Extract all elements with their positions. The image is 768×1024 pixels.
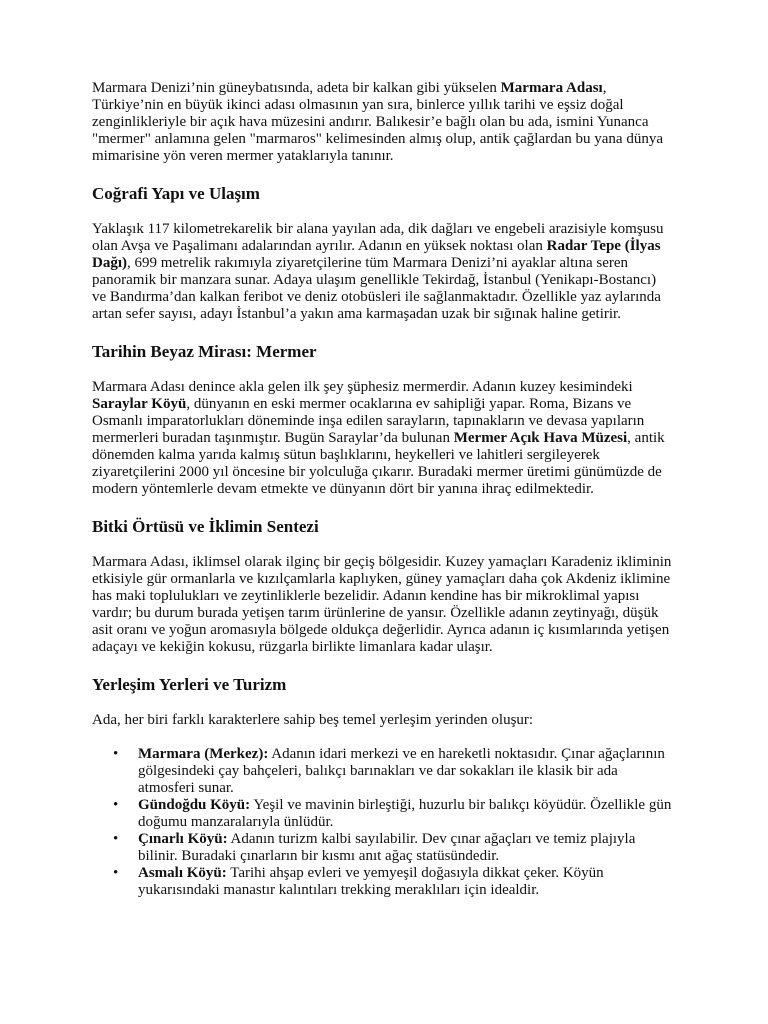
bullet-icon: • [113, 797, 119, 813]
list-item-cinarli [92, 831, 672, 865]
marble-paragraph [92, 379, 672, 498]
marble-text-3: , antik dönemden kalma yarıda kalmış sütun başlıklarını, heykelleri ve lahitleri sergileyerek ziyaretçilerini 2000 yıl öncesine bir yolculuğa çıkarır. Buradaki mermer üretimi günümüzde de modern yöntemlerle devam etmekte ve dünyanın dört bir yanına ihraç edilmektedir. [92, 430, 665, 497]
settlements-list [92, 746, 672, 899]
list-item-gundogdu [92, 797, 672, 831]
geography-text-1: Yaklaşık 117 kilometrekarelik bir alana yayılan ada, dik dağları ve engebeli arazisiyle komşusu olan Avşa ve Paşalimanı adalarından ayrılır. Adanın en yüksek noktası olan [92, 221, 664, 254]
vegetation-paragraph: Marmara Adası, iklimsel olarak ilginç bir geçiş bölgesidir. Kuzey yamaçları Karadeniz ikliminin etkisiyle gür ormanlarla ve kızılçamlarla kaplıyken, güney yamaçları daha çok Akdeniz iklimine has maki toplulukları ve zeytinliklerle bezelidir. Adanın kendine has bir mikroklimal yapısı vardır; bu durum burada yetişen tarım ürünlerine de yansır. Özellikle adanın zeytinyağı, düşük asit oranı ve yoğun aromasıyla bölgede oldukça değerlidir. Ayrıca adanın iç kısımlarında yetişen adaçayı ve kekiğin kokusu, rüzgarla birlikte limanlara kadar ulaşır. [92, 554, 672, 655]
bullet-icon: • [113, 746, 119, 762]
marble-bold-saraylar: Saraylar Köyü [92, 396, 187, 412]
list-item-text: Adanın idari merkezi ve en hareketli noktasıdır. Çınar ağaçlarının gölgesindeki çay bahçeleri, balıkçı barınakları ve dar sokakları ile klasik bir ada atmosferi sunar. [138, 746, 665, 796]
marble-bold-museum: Mermer Açık Hava Müzesi [453, 430, 628, 446]
intro-text-2: , Türkiye’nin en büyük ikinci adası olmasının yan sıra, binlerce yıllık tarihi ve eşsiz doğal zenginlikleriyle bir açık hava müzesini andırır. Balıkesir’e bağlı olan bu ada, ismini Yunanca "mermer" anlamına gelen "marmaros" kelimesinden almış olup, antik çağlardan bu yana dünya mimarisine yön veren mermer yataklarıyla tanınır. [92, 80, 663, 164]
list-item-title: Asmalı Köyü: [138, 865, 227, 881]
list-item-title: Marmara (Merkez): [138, 746, 269, 762]
marble-text-2: , dünyanın en eski mermer ocaklarına ev sahipliği yapar. Roma, Bizans ve Osmanlı imparatorlukları döneminde inşa edilen sarayların, tapınakların ve devasa yapıların mermerleri buradan taşınmıştır. Bugün Saraylar’da bulunan [92, 396, 645, 446]
list-item-title: Gündoğdu Köyü: [138, 797, 251, 813]
bullet-icon: • [113, 865, 119, 881]
heading-vegetation: Bitki Örtüsü ve İklimin Sentezi [92, 517, 319, 536]
intro-bold-island-name: Marmara Adası [500, 80, 603, 96]
heading-geography: Coğrafi Yapı ve Ulaşım [92, 184, 260, 203]
geography-bold-radar-tepe: Radar Tepe (İlyas Dağı) [92, 238, 661, 271]
intro-text-1: Marmara Denizi’nin güneybatısında, adeta bir kalkan gibi yükselen [92, 80, 501, 96]
list-item-text: Tarihi ahşap evleri ve yemyeşil doğasıyla dikkat çeker. Köyün yukarısındaki manastır kalıntıları trekking meraklıları için idealdir. [138, 865, 604, 898]
document-page [92, 80, 672, 899]
settlements-intro: Ada, her biri farklı karakterlere sahip beş temel yerleşim yerinden oluşur: [92, 712, 534, 728]
geography-text-2: , 699 metrelik rakımıyla ziyaretçilerine tüm Marmara Denizi’ni ayaklar altına seren panoramik bir manzara sunar. Adaya ulaşım genellikle Tekirdağ, İstanbul (Yenikapı-Bostancı) ve Bandırma’dan kalkan feribot ve deniz otobüsleri ile sağlanmaktadır. Özellikle yaz aylarında artan sefer sayısı, adayı İstanbul’a yakın ama karmaşadan uzak bir sığınak haline getirir. [92, 255, 661, 322]
heading-marble: Tarihin Beyaz Mirası: Mermer [92, 342, 317, 361]
intro-paragraph [92, 80, 672, 165]
marble-text-1: Marmara Adası denince akla gelen ilk şey şüphesiz mermerdir. Adanın kuzey kesimindeki [92, 379, 633, 395]
heading-settlements: Yerleşim Yerleri ve Turizm [92, 675, 287, 694]
geography-paragraph [92, 221, 672, 323]
list-item-text: Yeşil ve mavinin birleştiği, huzurlu bir balıkçı köyüdür. Özellikle gün doğumu manzaralarıyla ünlüdür. [138, 797, 672, 830]
list-item-title: Çınarlı Köyü: [138, 831, 228, 847]
list-item-asmali [92, 865, 672, 899]
bullet-icon: • [113, 831, 119, 847]
list-item-text: Adanın turizm kalbi sayılabilir. Dev çınar ağaçları ve temiz plajıyla bilinir. Buradaki çınarların bir kısmı anıt ağaç statüsündedir. [138, 831, 636, 864]
list-item-marmara [92, 746, 672, 797]
